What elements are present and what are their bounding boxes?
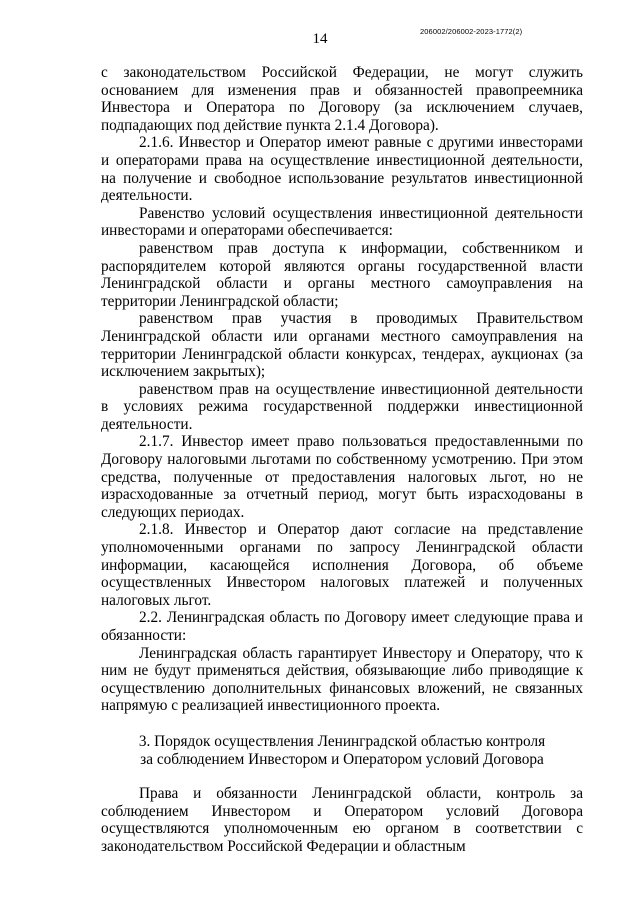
section-3-heading	[101, 733, 583, 768]
paragraph-equality-intro: Равенство условий осуществления инвестиционной деятельности инвесторами и операторами обеспечивается:	[101, 204, 583, 240]
document-id: 206002/206002-2023-1772(2)	[420, 27, 523, 36]
paragraph-continuation: с законодательством Российской Федерации, не могут служить основанием для изменения прав и обязанностей правопреемника Инвестора и Оператора по Договору (за исключением случаев, подпадающих под действие пункта 2.1.4 Договора).	[101, 64, 583, 134]
paragraph-section-3-text: Права и обязанности Ленинградской области, контроль за соблюдением Инвестором и Оператором условий Договора осуществляются уполномоченным ею органом в соответствии с законодательством Российской Федерации и областным	[101, 785, 583, 855]
paragraph-2-2: 2.2. Ленинградская область по Договору имеет следующие права и обязанности:	[101, 609, 583, 644]
paragraph-guarantee: Ленинградская область гарантирует Инвестору и Оператору, что к ним не будут применяться действия, обязывающие либо приводящие к осуществлению дополнительных финансовых вложений, не связанных напрямую с реализацией инвестиционного проекта.	[101, 644, 583, 715]
section-3-heading-line-1: 3. Порядок осуществления Ленинградской областью контроля	[138, 732, 546, 750]
paragraph-2-1-8: 2.1.8. Инвестор и Оператор дают согласие на представление уполномоченными органами по запросу Ленинградской области информации, касающейся исполнения Договора, об объеме осуществленных Инвестором налоговых платежей и полученных налоговых льгот.	[101, 521, 583, 609]
paragraph-equality-access: равенством прав доступа к информации, собственником и распорядителем которой являются органы государственной власти Ленинградской области и органы местного самоуправления на территории Ленинградской области;	[101, 239, 583, 310]
paragraph-2-1-7: 2.1.7. Инвестор имеет право пользоваться предоставленными по Договору налоговыми льготами по собственному усмотрению. При этом средства, полученные от предоставления налоговых льгот, но не израсходованные за отчетный период, могут быть израсходованы в следующих периодах.	[101, 433, 583, 521]
paragraph-equality-investment: равенством прав на осуществление инвестиционной деятельности в условиях режима государственной поддержки инвестиционной деятельности.	[101, 380, 583, 433]
spacer	[101, 768, 583, 785]
paragraph-equality-participation: равенством прав участия в проводимых Правительством Ленинградской области или органами местного самоуправления на территории Ленинградской области конкурсах, тендерах, аукционах (за исключением закрытых);	[101, 310, 583, 381]
paragraph-2-1-6: 2.1.6. Инвестор и Оператор имеют равные с другими инвесторами и операторами права на осуществление инвестиционной деятельности, на получение и свободное использование результатов инвестиционной деятельности.	[101, 134, 583, 205]
page-number: 14	[312, 31, 328, 47]
section-3-heading-line-2: за соблюдением Инвестором и Оператором условий Договора	[140, 750, 544, 768]
document-body	[101, 64, 583, 856]
